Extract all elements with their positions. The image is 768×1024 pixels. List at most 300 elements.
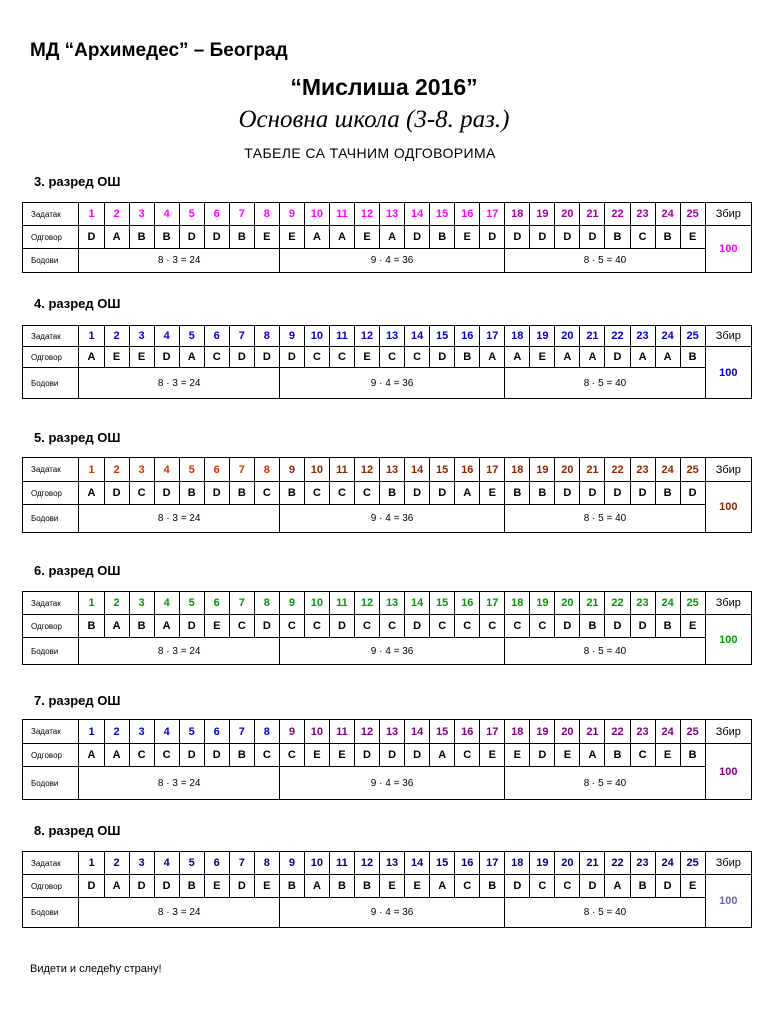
answer-row: [23, 347, 752, 368]
task-number: 2: [104, 203, 129, 226]
answer-cell: D: [480, 226, 505, 249]
points-group-cell: 9 · 4 = 36: [279, 767, 504, 800]
answer-cell: B: [630, 875, 655, 898]
answer-cell: D: [380, 744, 405, 767]
answer-cell: D: [179, 615, 204, 638]
answer-cell: A: [79, 482, 104, 505]
answer-cell: D: [605, 482, 630, 505]
task-number: 4: [154, 203, 179, 226]
task-number: 23: [630, 720, 655, 744]
task-number: 18: [505, 592, 530, 615]
answer-label: Одговор: [23, 615, 79, 638]
answer-cell: D: [605, 347, 630, 368]
answer-cell: D: [430, 482, 455, 505]
answer-cell: D: [580, 226, 605, 249]
answer-cell: B: [79, 615, 104, 638]
task-number: 12: [355, 326, 380, 347]
task-number: 19: [530, 720, 555, 744]
answer-cell: C: [279, 615, 304, 638]
grade-heading: 7. разред ОШ: [34, 693, 121, 708]
task-number: 8: [254, 458, 279, 482]
task-number: 4: [154, 458, 179, 482]
task-number: 24: [655, 852, 680, 875]
task-number: 14: [405, 592, 430, 615]
answer-cell: A: [304, 226, 329, 249]
answer-row: [23, 482, 752, 505]
task-number: 5: [179, 326, 204, 347]
sum-label: Збир: [705, 852, 751, 875]
task-number: 3: [129, 720, 154, 744]
answer-cell: D: [355, 744, 380, 767]
task-number: 9: [279, 326, 304, 347]
task-number: 22: [605, 720, 630, 744]
task-number: 22: [605, 458, 630, 482]
answer-cell: B: [154, 226, 179, 249]
task-number: 7: [229, 458, 254, 482]
answer-cell: D: [405, 482, 430, 505]
answer-cell: C: [455, 615, 480, 638]
points-group-cell: 8 · 3 = 24: [79, 767, 279, 800]
points-group-cell: 9 · 4 = 36: [279, 505, 504, 533]
sum-label: Збир: [705, 458, 751, 482]
answer-cell: D: [79, 226, 104, 249]
task-number: 17: [480, 720, 505, 744]
points-group-cell: 8 · 5 = 40: [505, 767, 705, 800]
task-number: 13: [380, 592, 405, 615]
task-number: 8: [254, 203, 279, 226]
answer-cell: A: [104, 875, 129, 898]
task-number: 23: [630, 326, 655, 347]
answer-cell: B: [480, 875, 505, 898]
task-number: 1: [79, 852, 104, 875]
task-number: 3: [129, 852, 154, 875]
answer-row: [23, 875, 752, 898]
task-number: 14: [405, 326, 430, 347]
answer-cell: C: [129, 744, 154, 767]
answer-cell: D: [630, 482, 655, 505]
task-number: 23: [630, 203, 655, 226]
task-number: 1: [79, 458, 104, 482]
task-number: 5: [179, 203, 204, 226]
task-number: 1: [79, 720, 104, 744]
points-group-cell: 9 · 4 = 36: [279, 638, 504, 665]
task-number: 25: [680, 592, 705, 615]
answer-row: [23, 744, 752, 767]
answer-cell: E: [279, 226, 304, 249]
answer-cell: D: [580, 875, 605, 898]
answer-cell: E: [480, 482, 505, 505]
task-number: 24: [655, 326, 680, 347]
answer-cell: A: [179, 347, 204, 368]
sum-label: Збир: [705, 326, 751, 347]
task-number: 7: [229, 203, 254, 226]
answer-cell: A: [380, 226, 405, 249]
answer-label: Одговор: [23, 744, 79, 767]
task-number: 6: [204, 592, 229, 615]
answer-label: Одговор: [23, 482, 79, 505]
task-number: 6: [204, 852, 229, 875]
answer-cell: E: [254, 875, 279, 898]
task-number: 8: [254, 720, 279, 744]
task-number: 9: [279, 458, 304, 482]
task-number: 3: [129, 326, 154, 347]
answer-row: [23, 615, 752, 638]
answer-cell: A: [154, 615, 179, 638]
answer-cell: B: [680, 347, 705, 368]
answer-label: Одговор: [23, 875, 79, 898]
points-group-cell: 8 · 3 = 24: [79, 638, 279, 665]
task-number: 10: [304, 326, 329, 347]
task-number: 6: [204, 458, 229, 482]
task-number: 7: [229, 592, 254, 615]
task-number: 19: [530, 592, 555, 615]
organization-name: МД “Архимедес” – Београд: [30, 40, 288, 61]
task-number: 11: [329, 720, 354, 744]
task-number: 20: [555, 326, 580, 347]
answer-cell: D: [104, 482, 129, 505]
answer-cell: D: [580, 482, 605, 505]
answer-cell: A: [329, 226, 354, 249]
task-number: 1: [79, 203, 104, 226]
task-row: [23, 458, 752, 482]
task-number: 17: [480, 203, 505, 226]
task-number: 9: [279, 592, 304, 615]
answer-cell: C: [630, 226, 655, 249]
answer-cell: D: [329, 615, 354, 638]
answer-label: Одговор: [23, 347, 79, 368]
task-number: 18: [505, 852, 530, 875]
grade-heading: 4. разред ОШ: [34, 296, 121, 311]
task-number: 2: [104, 852, 129, 875]
answer-cell: E: [655, 744, 680, 767]
task-number: 7: [229, 852, 254, 875]
task-number: 17: [480, 852, 505, 875]
total-score: 100: [705, 226, 751, 273]
task-number: 12: [355, 592, 380, 615]
answer-cell: B: [129, 615, 154, 638]
answer-cell: B: [580, 615, 605, 638]
answer-cell: D: [530, 744, 555, 767]
answer-cell: D: [630, 615, 655, 638]
answer-cell: E: [455, 226, 480, 249]
answer-cell: E: [480, 744, 505, 767]
answer-cell: C: [329, 482, 354, 505]
answer-cell: C: [304, 615, 329, 638]
answer-table: [22, 202, 752, 273]
task-number: 19: [530, 326, 555, 347]
answer-cell: D: [505, 226, 530, 249]
task-number: 25: [680, 852, 705, 875]
answer-cell: C: [530, 615, 555, 638]
answer-label: Одговор: [23, 226, 79, 249]
answer-cell: A: [505, 347, 530, 368]
task-number: 12: [355, 852, 380, 875]
points-row: [23, 249, 752, 273]
task-number: 12: [355, 203, 380, 226]
answer-cell: B: [655, 482, 680, 505]
answer-table: [22, 325, 752, 399]
task-number: 4: [154, 592, 179, 615]
answer-cell: B: [279, 875, 304, 898]
answer-cell: B: [455, 347, 480, 368]
answer-table: [22, 719, 752, 800]
task-number: 24: [655, 458, 680, 482]
answer-cell: B: [229, 482, 254, 505]
task-number: 24: [655, 203, 680, 226]
task-number: 19: [530, 852, 555, 875]
task-number: 18: [505, 720, 530, 744]
grade-heading: 5. разред ОШ: [34, 430, 121, 445]
answer-cell: E: [254, 226, 279, 249]
task-number: 10: [304, 720, 329, 744]
answer-cell: E: [680, 615, 705, 638]
task-number: 7: [229, 326, 254, 347]
answer-cell: D: [204, 482, 229, 505]
answer-table: [22, 591, 752, 665]
answer-cell: D: [555, 482, 580, 505]
task-number: 25: [680, 203, 705, 226]
points-label: Бодови: [23, 505, 79, 533]
task-number: 4: [154, 326, 179, 347]
answer-cell: B: [655, 226, 680, 249]
points-group-cell: 9 · 4 = 36: [279, 368, 504, 399]
answer-cell: A: [605, 875, 630, 898]
answer-cell: D: [430, 347, 455, 368]
answer-cell: A: [104, 226, 129, 249]
task-number: 22: [605, 203, 630, 226]
answer-cell: D: [179, 226, 204, 249]
answer-cell: D: [154, 347, 179, 368]
answer-cell: D: [204, 226, 229, 249]
answer-cell: E: [530, 347, 555, 368]
points-row: [23, 767, 752, 800]
answer-cell: D: [405, 615, 430, 638]
task-number: 2: [104, 592, 129, 615]
answer-cell: C: [455, 875, 480, 898]
answer-cell: B: [605, 744, 630, 767]
task-number: 13: [380, 458, 405, 482]
task-number: 20: [555, 852, 580, 875]
points-group-cell: 8 · 3 = 24: [79, 249, 279, 273]
task-number: 17: [480, 326, 505, 347]
task-number: 9: [279, 852, 304, 875]
answer-cell: C: [304, 347, 329, 368]
task-number: 10: [304, 852, 329, 875]
task-number: 6: [204, 326, 229, 347]
task-row: [23, 326, 752, 347]
points-group-cell: 8 · 3 = 24: [79, 505, 279, 533]
answer-cell: E: [304, 744, 329, 767]
task-number: 21: [580, 203, 605, 226]
answer-cell: A: [455, 482, 480, 505]
task-number: 15: [430, 203, 455, 226]
task-number: 16: [455, 592, 480, 615]
answer-cell: E: [355, 347, 380, 368]
answer-cell: C: [530, 875, 555, 898]
task-label: Задатак: [23, 592, 79, 615]
task-number: 18: [505, 326, 530, 347]
task-number: 20: [555, 592, 580, 615]
task-number: 11: [329, 592, 354, 615]
task-label: Задатак: [23, 852, 79, 875]
task-number: 21: [580, 852, 605, 875]
task-row: [23, 203, 752, 226]
answer-cell: E: [680, 875, 705, 898]
answer-cell: A: [630, 347, 655, 368]
task-number: 25: [680, 720, 705, 744]
points-label: Бодови: [23, 898, 79, 928]
task-number: 13: [380, 852, 405, 875]
answer-cell: D: [405, 226, 430, 249]
points-group-cell: 8 · 3 = 24: [79, 368, 279, 399]
task-number: 3: [129, 592, 154, 615]
answer-cell: C: [154, 744, 179, 767]
task-number: 13: [380, 720, 405, 744]
task-number: 3: [129, 203, 154, 226]
answer-cell: D: [555, 615, 580, 638]
task-number: 17: [480, 458, 505, 482]
answer-cell: D: [605, 615, 630, 638]
total-score: 100: [705, 744, 751, 800]
points-group-cell: 8 · 5 = 40: [505, 898, 705, 928]
answer-cell: B: [680, 744, 705, 767]
task-number: 9: [279, 203, 304, 226]
answer-cell: E: [104, 347, 129, 368]
answer-cell: B: [655, 615, 680, 638]
answer-cell: B: [430, 226, 455, 249]
points-group-cell: 8 · 3 = 24: [79, 898, 279, 928]
task-number: 15: [430, 326, 455, 347]
task-number: 24: [655, 720, 680, 744]
task-label: Задатак: [23, 203, 79, 226]
task-number: 15: [430, 592, 455, 615]
task-number: 21: [580, 326, 605, 347]
task-number: 14: [405, 852, 430, 875]
answer-row: [23, 226, 752, 249]
task-number: 5: [179, 592, 204, 615]
task-number: 18: [505, 203, 530, 226]
task-number: 23: [630, 592, 655, 615]
answer-cell: E: [129, 347, 154, 368]
sum-label: Збир: [705, 203, 751, 226]
task-number: 1: [79, 592, 104, 615]
answer-cell: C: [304, 482, 329, 505]
task-number: 20: [555, 720, 580, 744]
task-number: 22: [605, 326, 630, 347]
answer-cell: B: [530, 482, 555, 505]
points-group-cell: 8 · 5 = 40: [505, 368, 705, 399]
task-number: 15: [430, 458, 455, 482]
answer-cell: C: [279, 744, 304, 767]
points-row: [23, 505, 752, 533]
answer-cell: C: [630, 744, 655, 767]
task-number: 10: [304, 203, 329, 226]
answer-cell: D: [229, 347, 254, 368]
points-row: [23, 638, 752, 665]
answer-table: [22, 851, 752, 928]
sum-label: Збир: [705, 720, 751, 744]
answer-cell: C: [505, 615, 530, 638]
task-number: 8: [254, 592, 279, 615]
answer-cell: B: [329, 875, 354, 898]
answer-cell: E: [380, 875, 405, 898]
task-label: Задатак: [23, 326, 79, 347]
task-row: [23, 852, 752, 875]
task-number: 16: [455, 326, 480, 347]
task-number: 12: [355, 458, 380, 482]
points-group-cell: 9 · 4 = 36: [279, 898, 504, 928]
task-number: 5: [179, 852, 204, 875]
footer-note: Видети и следећу страну!: [30, 963, 162, 975]
answer-cell: C: [405, 347, 430, 368]
grade-heading: 3. разред ОШ: [34, 174, 121, 189]
task-number: 10: [304, 592, 329, 615]
task-number: 2: [104, 720, 129, 744]
task-number: 16: [455, 720, 480, 744]
answer-cell: E: [405, 875, 430, 898]
answer-cell: D: [154, 482, 179, 505]
answer-cell: E: [555, 744, 580, 767]
task-number: 23: [630, 852, 655, 875]
task-number: 14: [405, 458, 430, 482]
task-number: 10: [304, 458, 329, 482]
answer-cell: C: [380, 615, 405, 638]
task-number: 2: [104, 326, 129, 347]
points-label: Бодови: [23, 767, 79, 800]
answer-cell: E: [355, 226, 380, 249]
task-number: 17: [480, 592, 505, 615]
sum-label: Збир: [705, 592, 751, 615]
answer-cell: D: [655, 875, 680, 898]
task-number: 16: [455, 203, 480, 226]
points-row: [23, 368, 752, 399]
total-score: 100: [705, 482, 751, 533]
points-label: Бодови: [23, 368, 79, 399]
task-label: Задатак: [23, 720, 79, 744]
task-number: 9: [279, 720, 304, 744]
task-number: 8: [254, 852, 279, 875]
task-number: 2: [104, 458, 129, 482]
task-number: 11: [329, 458, 354, 482]
task-number: 16: [455, 852, 480, 875]
answer-cell: C: [129, 482, 154, 505]
answer-cell: D: [279, 347, 304, 368]
task-number: 3: [129, 458, 154, 482]
answer-cell: A: [430, 875, 455, 898]
answer-cell: D: [555, 226, 580, 249]
task-number: 5: [179, 720, 204, 744]
answer-cell: B: [129, 226, 154, 249]
answer-cell: D: [254, 347, 279, 368]
task-number: 14: [405, 720, 430, 744]
task-number: 5: [179, 458, 204, 482]
answer-cell: D: [254, 615, 279, 638]
task-number: 18: [505, 458, 530, 482]
task-number: 8: [254, 326, 279, 347]
total-score: 100: [705, 875, 751, 928]
answer-cell: E: [505, 744, 530, 767]
answer-cell: D: [680, 482, 705, 505]
points-group-cell: 8 · 5 = 40: [505, 505, 705, 533]
task-number: 6: [204, 203, 229, 226]
task-number: 21: [580, 458, 605, 482]
task-number: 21: [580, 592, 605, 615]
points-group-cell: 9 · 4 = 36: [279, 249, 504, 273]
page-title: “Мислиша 2016”: [290, 74, 478, 100]
answer-cell: C: [355, 482, 380, 505]
task-number: 20: [555, 458, 580, 482]
answer-cell: C: [430, 615, 455, 638]
